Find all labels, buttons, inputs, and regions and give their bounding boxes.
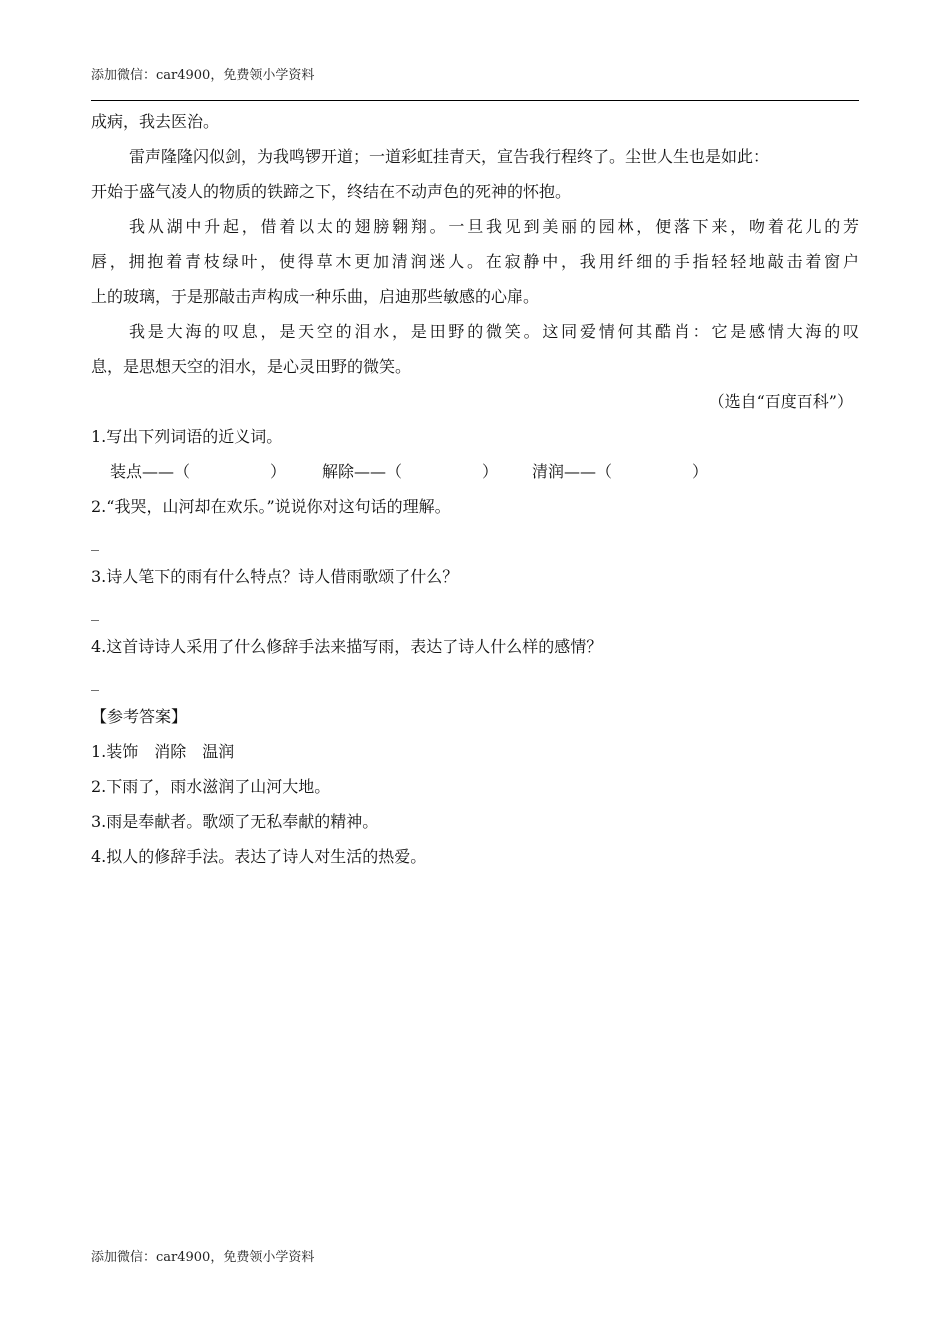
answer-item: 4.拟人的修辞手法。表达了诗人对生活的热爱。 xyxy=(91,847,427,866)
passage-line: 上的玻璃，于是那敲击声构成一种乐曲，启迪那些敏感的心扉。 xyxy=(91,287,540,306)
passage-line: 成病，我去医治。 xyxy=(91,112,220,131)
passage-line: 开始于盛气凌人的物质的铁蹄之下，终结在不动声色的死神的怀抱。 xyxy=(91,182,572,201)
question-3: 3.诗人笔下的雨有什么特点？诗人借雨歌颂了什么？ xyxy=(91,567,459,586)
question-1-items xyxy=(91,454,859,489)
synonym-item: 清润——（ ） xyxy=(532,462,709,481)
document-body xyxy=(91,104,859,874)
passage-line: 雷声隆隆闪似剑，为我鸣锣开道；一道彩虹挂青天，宣告我行程终了。尘世人生也是如此： xyxy=(129,147,770,166)
answer-blank: _ xyxy=(91,532,99,551)
answer-blank: _ xyxy=(91,672,99,691)
header-divider xyxy=(91,100,859,101)
synonym-item: 装点——（ ） xyxy=(110,462,287,481)
passage-source: （选自“百度百科”） xyxy=(708,392,853,411)
answer-item: 3.雨是奉献者。歌颂了无私奉献的精神。 xyxy=(91,812,379,831)
passage-line: 息，是思想天空的泪水，是心灵田野的微笑。 xyxy=(91,357,412,376)
passage-line: 我是大海的叹息，是天空的泪水，是田野的微笑。这同爱情何其酷肖：它是感情大海的叹 xyxy=(129,322,859,341)
answer-item: 1.装饰 消除 温润 xyxy=(91,742,235,761)
passage-line: 唇，拥抱着青枝绿叶，使得草木更加清润迷人。在寂静中，我用纤细的手指轻轻地敲击着窗户 xyxy=(91,252,859,271)
page-header: 添加微信：car4900，免费领小学资料 xyxy=(91,68,315,83)
page-footer: 添加微信：car4900，免费领小学资料 xyxy=(91,1250,315,1265)
synonym-item: 解除——（ ） xyxy=(322,462,499,481)
answer-item: 2.下雨了，雨水滋润了山河大地。 xyxy=(91,777,331,796)
passage-line: 我从湖中升起，借着以太的翅膀翱翔。一旦我见到美丽的园林，便落下来，吻着花儿的芳 xyxy=(129,217,859,236)
question-2: 2.“我哭，山河却在欢乐。”说说你对这句话的理解。 xyxy=(91,497,451,516)
question-1: 1.写出下列词语的近义词。 xyxy=(91,427,283,446)
answer-blank: _ xyxy=(91,602,99,621)
question-4: 4.这首诗诗人采用了什么修辞手法来描写雨，表达了诗人什么样的感情？ xyxy=(91,637,603,656)
answers-title: 【参考答案】 xyxy=(91,707,188,726)
